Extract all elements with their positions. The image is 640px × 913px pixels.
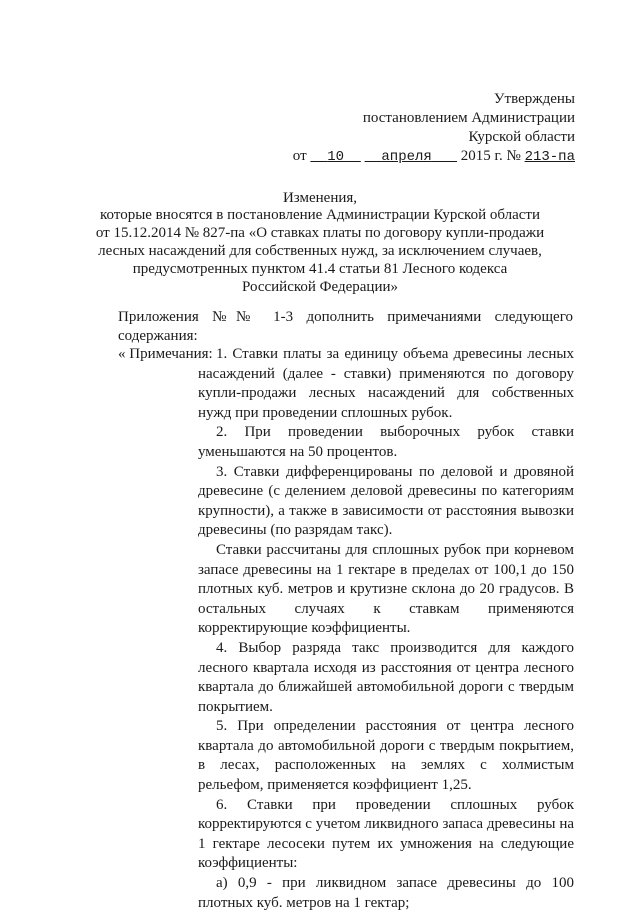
date-prefix: от xyxy=(292,148,307,164)
date-year: 2015 г. № xyxy=(460,148,521,164)
note-paragraph: 6. Ставки при проведении сплошных рубок корректируются с учетом ликвидного запаса древесины на 1 гектаре лесосеки путем их умножения на следующие коэффициенты: xyxy=(198,796,574,872)
note-paragraph: а) 0,9 - при ликвидном запасе древесины до 100 плотных куб. метров на 1 гектар; xyxy=(198,875,574,911)
note-paragraph: 3. Ставки дифференцированы по деловой и дровяной древесине (с делением деловой древесины по категориям крупности), а также в зависимости от расстояния вывозки древесины (по разрядам такс). xyxy=(198,463,574,539)
approval-date-line xyxy=(293,147,575,167)
note-paragraph: 5. При определении расстояния от центра лесного квартала до автомобильной дороги с твердым покрытием, в лесах, расположенных на землях с холмистым рельефом, применяется коэффициент 1,25. xyxy=(198,718,574,794)
notes-label: « Примечания: xyxy=(118,346,213,362)
approval-line: Курской области xyxy=(468,129,575,145)
approval-line: Утверждены xyxy=(493,91,575,107)
document-number: 213-па xyxy=(524,149,575,165)
date-month: апреля xyxy=(381,149,432,165)
title-line: от 15.12.2014 № 827-па «О ставках платы по договору купли-продажи xyxy=(95,225,545,241)
notes-body xyxy=(198,345,574,913)
title-line: предусмотренных пунктом 41.4 статьи 81 Лесного кодекса xyxy=(132,261,508,277)
date-day: 10 xyxy=(327,149,345,165)
title-line: лесных насаждений для собственных нужд, за исключением случаев, xyxy=(98,243,542,259)
title-line: которые вносятся в постановление Администрации Курской области xyxy=(100,207,540,223)
note-paragraph: Ставки рассчитаны для сплошных рубок при корневом запасе древесины на 1 гектаре в пределах от 100,1 до 150 плотных куб. метров и крутизне склона до 20 градусов. В остальных случаях к ставкам применяются корректирующие коэффициенты. xyxy=(198,541,574,637)
note-paragraph: 1. Ставки платы за единицу объема древесины лесных насаждений (далее - ставки) применяются по договору купли-продажи лесных насаждений для собственных нужд при проведении сплошных рубок. xyxy=(198,346,574,421)
approval-block xyxy=(293,90,575,167)
title-heading: Изменения, xyxy=(282,190,358,206)
note-paragraph: 2. При проведении выборочных рубок ставки уменьшаются на 50 процентов. xyxy=(198,424,574,460)
title-line: Российской Федерации» xyxy=(241,279,398,295)
approval-line: постановлением Администрации xyxy=(362,110,575,126)
intro-paragraph: Приложения №№ 1-3 дополнить примечаниями следующего содержания: xyxy=(118,309,573,344)
note-paragraph: 4. Выбор разряда такс производится для каждого лесного квартала исходя из расстояния от центра лесного квартала до ближайшей автомобильной дороги с твердым покрытием. xyxy=(198,639,574,715)
